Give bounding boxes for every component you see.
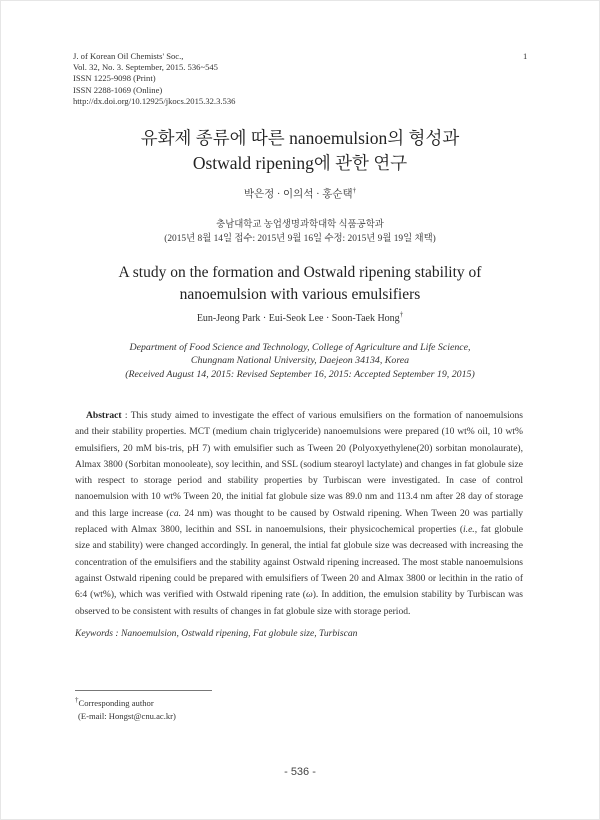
abstract-text-4: ). In addition, the emulsion stability by Turbiscan was observed to be consistent with results of changes in fat globule size with storage period. — [75, 589, 523, 617]
issn-print: ISSN 1225-9098 (Print) — [73, 73, 156, 84]
abstract-label: Abstract — [86, 410, 122, 421]
footnote-divider — [75, 690, 212, 691]
english-dates: (Received August 14, 2015: Revised September 16, 2015: Accepted September 19, 2015) — [125, 368, 475, 380]
abstract-ca: ca. — [169, 507, 181, 519]
journal-volume: Vol. 32, No. 3. September, 2015. 536~545 — [73, 62, 218, 73]
dagger-mark: † — [352, 186, 357, 195]
abstract-ie: i.e. — [463, 524, 475, 536]
korean-affiliation-dept: 충남대학교 농업생명과학대학 식품공학과 — [216, 220, 384, 230]
abstract-separator: : — [121, 410, 131, 421]
dagger-mark: † — [399, 310, 404, 319]
english-title — [0, 262, 600, 305]
korean-authors — [0, 188, 600, 202]
issn-online: ISSN 2288-1069 (Online) — [73, 84, 163, 95]
korean-title-line-1: 유화제 종류에 따른 nanoemulsion의 형성과 — [140, 128, 460, 148]
abstract-text-1: This study aimed to investigate the effect of various emulsifiers on the formation of nanoemulsions and their stability properties. MCT (medium chain triglyceride) nanoemulsions were prepared (10 wt% oil, 10 wt% emulsifiers, 20 mM bis-tris, pH 7) with emulsifier such as Tween 20 (Polyoxyethylene(20) sorbitan monolaurate), Almax 3800 (Sorbitan monooleate), soy lecithin, and SSL (sodium stearoyl lactylate) and changes in fat globule size with respect to storage period and stability properties by Turbiscan were investigated. In case of control nanoemulsion with 10 wt% Tween 20, the initial fat globule size was 89.0 nm and 113.4 nm after 28 day of storage and this large increase ( — [75, 410, 523, 519]
abstract-text-2: 24 nm) was thought to be caused by Ostwald ripening. When Tween 20 was partially replaced with Almax 3800, lecithin and SSL in nanoemulsions, their physicochemical properties ( — [75, 507, 524, 536]
korean-dates: (2015년 8월 14일 접수: 2015년 9월 16일 수정: 2015년 9월 19일 채택) — [164, 233, 436, 244]
keywords-separator: : — [113, 628, 122, 639]
english-authors — [0, 312, 600, 326]
korean-author-names: 박은정 · 이의석 · 홍순택 — [243, 189, 353, 200]
dagger-mark: † — [75, 696, 79, 705]
journal-name: J. of Korean Oil Chemists' Soc., — [73, 51, 184, 61]
english-title-line-1: A study on the formation and Ostwald ripening stability of — [118, 264, 482, 281]
english-author-names: Eun-Jeong Park · Eui-Seok Lee · Soon-Taek Hong — [196, 313, 400, 324]
korean-title-line-2: Ostwald ripening에 관한 연구 — [192, 153, 408, 173]
korean-title — [0, 126, 600, 176]
english-title-line-2: nanoemulsion with various emulsifiers — [179, 285, 421, 303]
corresponding-author-label: Corresponding author — [78, 698, 154, 708]
korean-affiliation — [0, 219, 600, 246]
doi-link[interactable]: http://dx.doi.org/10.12925/jkocs.2015.32.3.536 — [73, 95, 236, 106]
corresponding-email: (E-mail: Hongst@cnu.ac.kr) — [78, 710, 176, 721]
abstract-omega: ω — [305, 589, 313, 601]
abstract — [75, 408, 523, 620]
footnote — [75, 697, 176, 722]
english-affiliation — [0, 341, 600, 381]
journal-header — [73, 51, 235, 107]
abstract-text-3: , fat globule size and stability) were changed accordingly. In general, the intial fat globule size was decreased with increasing the concentration of the emulsifiers and the stability against Ostwald ripening increased. The most stable nanoemulsions against Ostwald ripening could be prepared with emulsifiers of Tween 20 and Almax 3800 or lecithin in the ratio of 6:4 (wt%), which was verified with Ostwald ripening rate ( — [75, 524, 523, 601]
english-affiliation-line-2: Chungnam National University, Daejeon 34134, Korea — [190, 355, 410, 367]
keywords — [75, 627, 357, 641]
keywords-list: Nanoemulsion, Ostwald ripening, Fat globule size, Turbiscan — [121, 628, 358, 639]
page-corner-number: 1 — [523, 51, 528, 61]
page-number: - 536 - — [284, 766, 316, 778]
keywords-label: Keywords — [75, 628, 114, 639]
english-affiliation-line-1: Department of Food Science and Technology, College of Agriculture and Life Science, — [129, 342, 471, 353]
